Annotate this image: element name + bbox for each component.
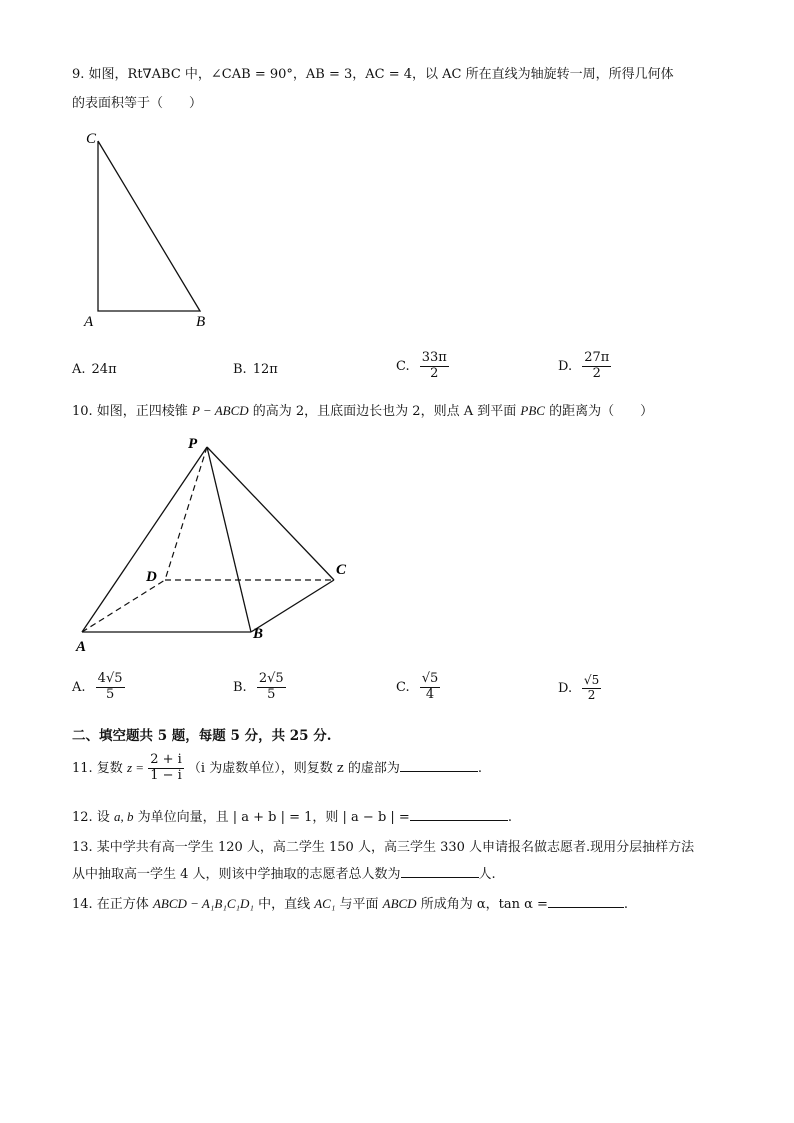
q9-line1: 9. 如图，Rt∇ABC 中，∠CAB = 90°，AB = 3，AC = 4，以 AC 所在直线为轴旋转一周，所得几何体 [72, 67, 674, 82]
q10-option-d: D. $\frac{√5}{2}$ [558, 673, 600, 702]
q14-line: 14. 在正方体 ABCD − A₁B₁C₁D₁ 中，直线 AC₁ 与平面 ABCD 所成角为 α，tan α = . [72, 896, 629, 912]
q9-option-d: D. $\frac{27\pi}{2}$ [558, 350, 610, 381]
q14-answer-blank[interactable] [548, 895, 624, 908]
q9-label-a: A [84, 314, 94, 330]
q10-label-d: D [146, 569, 157, 585]
q11-line: 11. 复数 z = $\frac{2 + i}{1 - i}$ （i 为虚数单位），则复数 z 的虚部为 . [72, 752, 482, 783]
q10-option-c-fraction: $\frac{√5}{4}$ [421, 671, 439, 702]
q9-label-c: C [86, 131, 97, 147]
q10-edge-pb [207, 447, 251, 632]
q10-edge-pc [207, 447, 334, 580]
q9-line2: 的表面积等于（ ） [72, 96, 203, 111]
q10-option-d-fraction: $\frac{√5}{2}$ [583, 673, 600, 702]
q13-line2: 从中抽取高一学生 4 人，则该中学抽取的志愿者总人数为 人. [72, 867, 496, 882]
q10-edge-bc [251, 580, 334, 632]
q10-pyramid-figure [70, 430, 370, 660]
q9-label-b: B [196, 314, 206, 330]
q9-option-b: B. 12π [233, 362, 278, 377]
q10-edge-pd [165, 447, 207, 580]
q10-edge-ad [82, 580, 165, 632]
q10-line1: 10. 如图，正四棱锥 P − ABCD 的高为 2，且底面边长也为 2，则点 A 到平面 PBC 的距离为（ ） [72, 403, 654, 419]
q11-fraction: $\frac{2 + i}{1 - i}$ [150, 752, 182, 783]
q10-option-c: C. $\frac{√5}{4}$ [396, 671, 439, 702]
q9-option-c: C. $\frac{33\pi}{2}$ [396, 350, 447, 381]
q10-label-a: A [76, 639, 87, 655]
q10-label-c: C [336, 562, 347, 578]
q10-label-p: P [188, 436, 198, 452]
q10-label-b: B [253, 626, 264, 642]
q13-line1: 13. 某中学共有高一学生 120 人，高二学生 150 人，高三学生 330 人申请报名做志愿者.现用分层抽样方法 [72, 840, 695, 855]
q10-option-a-fraction: $\frac{4√5}{5}$ [97, 671, 123, 702]
q9-triangle-shape [98, 141, 200, 311]
q9-option-a: A. 24π [72, 362, 117, 377]
q10-option-b: B. $\frac{2√5}{5}$ [233, 671, 284, 702]
section-heading: 二、填空题共 5 题，每题 5 分，共 25 分. [72, 728, 332, 744]
q9-triangle-figure [80, 124, 220, 334]
q10-option-a: A. $\frac{4√5}{5}$ [72, 671, 123, 702]
q9-option-c-fraction: $\frac{33\pi}{2}$ [421, 350, 447, 381]
q10-edge-pa [82, 447, 207, 632]
q12-answer-blank[interactable] [410, 808, 508, 821]
q13-answer-blank[interactable] [401, 865, 479, 878]
q9-option-d-fraction: $\frac{27\pi}{2}$ [584, 350, 610, 381]
q11-answer-blank[interactable] [400, 759, 478, 772]
q10-option-b-fraction: $\frac{2√5}{5}$ [258, 671, 284, 702]
q12-line: 12. 设 a, b 为单位向量，且 | a + b | = 1，则 | a − b | = . [72, 809, 512, 825]
